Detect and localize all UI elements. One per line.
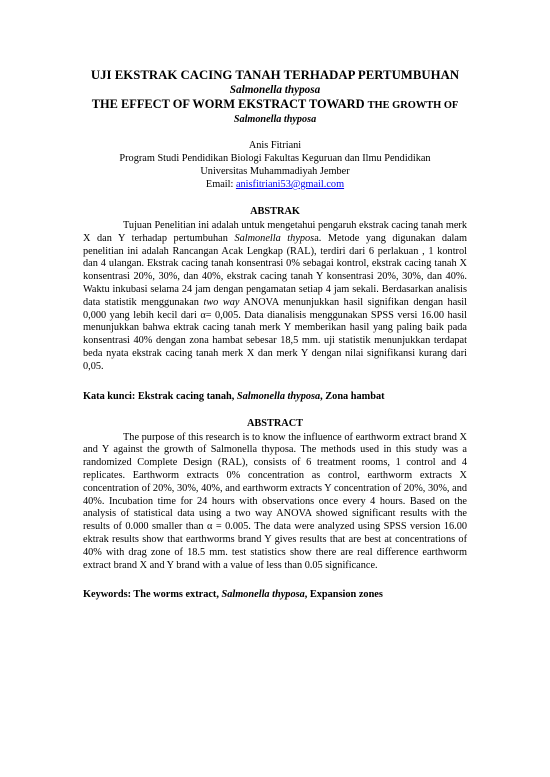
abstract-text: The purpose of this research is to know the influence of earthworm extract brand X and Y against the growth of Salmonella thyposa. The methods used in this study was a randomized Complete Design (RAL), consists of 6 treatment rooms, 1 control and 4 replicates. Earthworm extracts 0% concentration as control, earthworm extracts X concentration of 20%, 30%, 40%, and earthworm extracts Y concentration of 20%, 30%, and 40%. Incubation time for 24 hours with observations once every 4 hours. Based on the analysis of statistical data using a two way ANOVA showed significant results with the results of 0.000 smaller than α = 0.005. The data were analyzed using SPSS version 16.00 ektrak results show that earthworms brand Y gives results that are best at concentrations of 40% with drag zone of 18.5 mm. test statistics show there are real difference earthworm extract brand X and Y brand with a value of less than 0.05 significance. — [83, 431, 467, 571]
author-affiliation: Program Studi Pendidikan Biologi Fakultas Keguruan dan Ilmu Pendidikan — [119, 153, 431, 164]
keywords: Keywords: The worms extract, Salmonella thyposa, Expansion zones — [83, 589, 383, 601]
title-english-species: Salmonella thyposa — [233, 114, 317, 125]
author-name: Anis Fitriani — [248, 140, 302, 151]
title-indonesian: UJI EKSTRAK CACING TANAH TERHADAP PERTUMBUHAN — [90, 68, 460, 82]
kata-kunci: Kata kunci: Ekstrak cacing tanah, Salmonella thyposa, Zona hambat — [83, 390, 385, 402]
author-university: Universitas Muhammadiyah Jember — [200, 166, 350, 177]
title-block — [83, 68, 467, 127]
abstrak-heading: ABSTRAK — [250, 206, 300, 217]
author-block — [83, 139, 467, 191]
abstrak-text: Tujuan Penelitian ini adalah untuk mengetahui pengaruh ekstrak cacing tanah merk X dan Y terhadap pertumbuhan Salmonella thyposa. Metode yang digunakan dalam penelitian ini adalah Rancangan Acak Lengkap (RAL), terdiri dari 6 perlakuan , 1 kontrol dan 4 ulangan. Ekstrak cacing tanah konsentrasi 0% sebagai kontrol, ekstrak cacing tanah X konsentrasi 20%, 30%, dan 40%, ekstrak cacing tanah Y konsentrasi 20%, 30%, dan 40%. Waktu inkubasi selama 24 jam dengan pengamatan setiap 4 jam sekali. Berdasarkan analisis data statistik menggunakan two way ANOVA menunjukkan hasil signifikan dengan hasil 0,000 yang lebih kecil dari α= 0,005. Data dianalisis menggunakan SPSS versi 16.00 hasil menunjukkan bahwa ektrak cacing tanah merk Y memberikan hasil yang paling baik pada konsentrasi 40% dengan zona hambat sebesar 18,5 mm. uji statistik menunjukkan terdapat beda nyata ekstrak cacing tanah merk X dan merk Y dengan nilai signifikansi kurang dari 0,05. — [83, 220, 467, 372]
abstract-heading: ABSTRACT — [246, 417, 304, 429]
author-email: Email: anisfitriani53@gmail.com — [205, 179, 345, 190]
title-english: THE EFFECT OF WORM EKSTRACT TOWARD THE GROWTH OF — [91, 97, 459, 111]
email-link[interactable]: anisfitriani53@gmail.com — [235, 179, 345, 190]
title-species: Salmonella thyposa — [229, 84, 321, 96]
